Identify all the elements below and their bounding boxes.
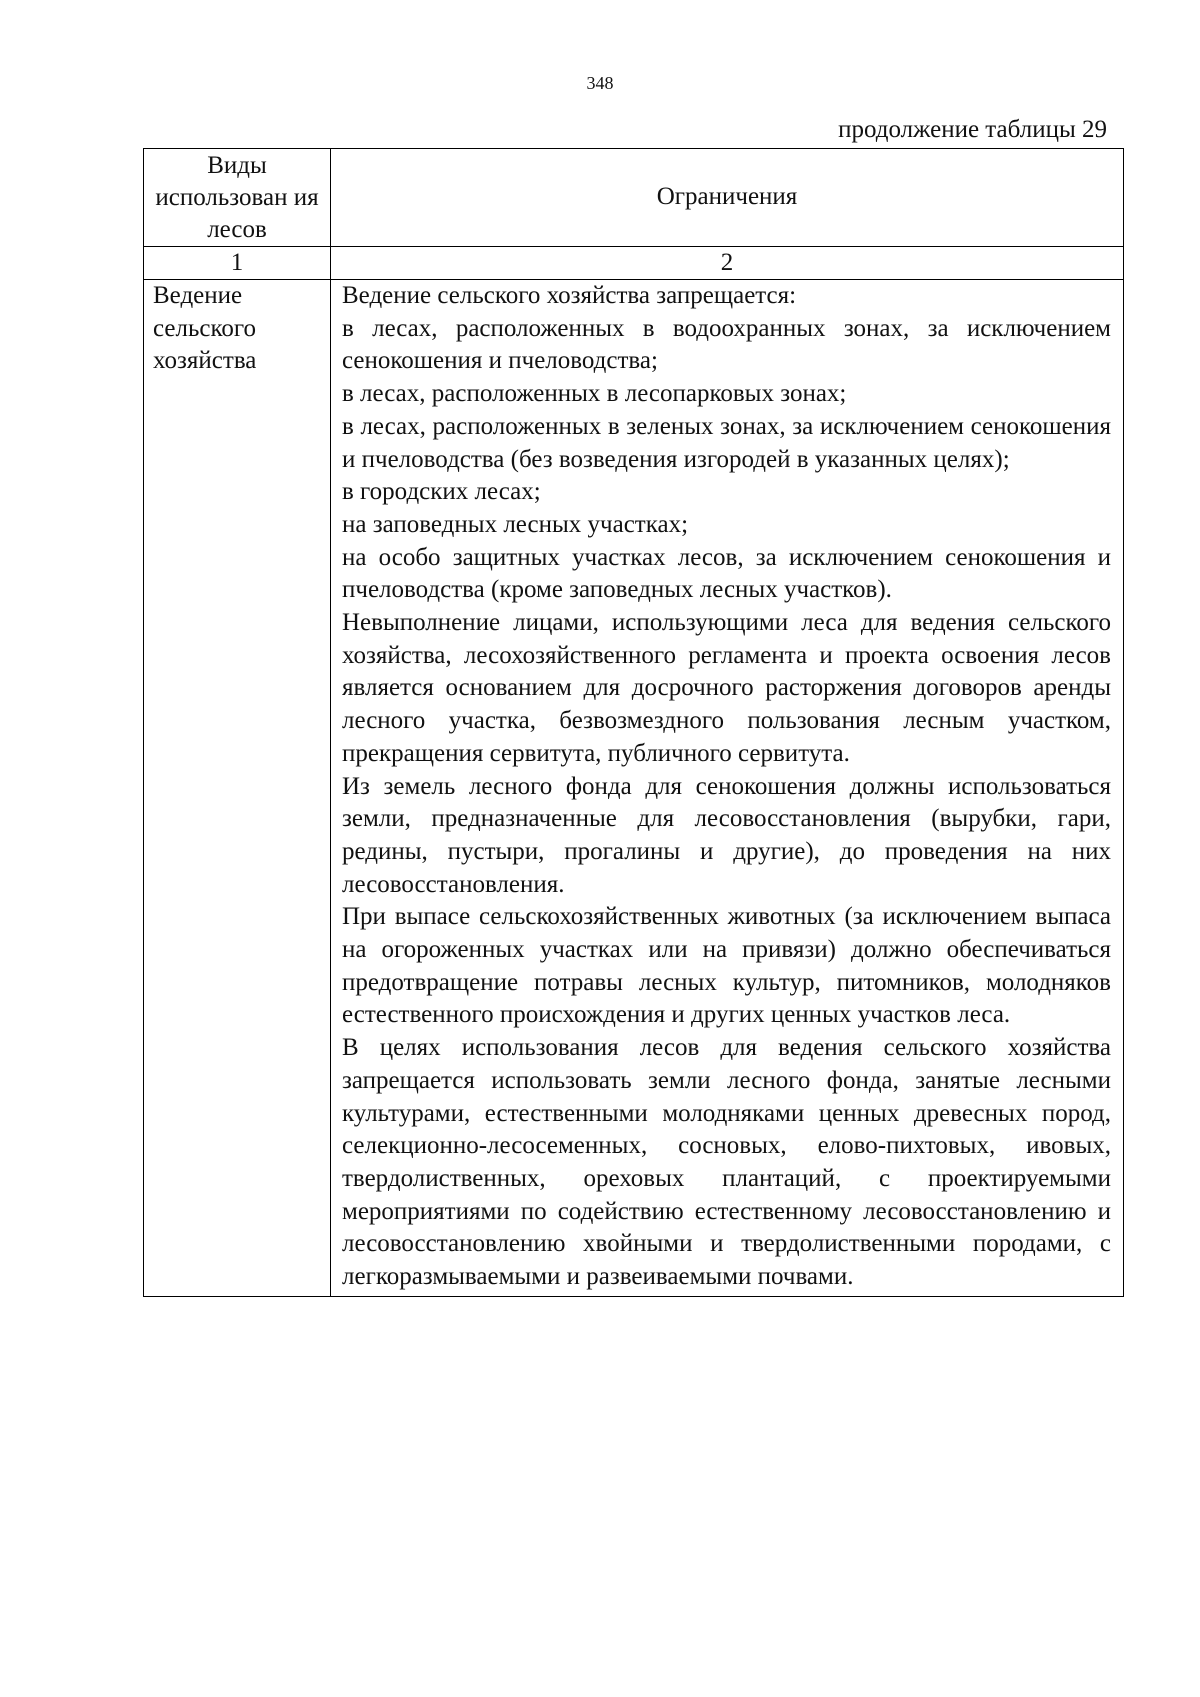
restriction-paragraph: на заповедных лесных участках; [342, 510, 689, 538]
restrictions-text [331, 280, 1124, 1297]
column-number-row [144, 247, 1124, 280]
restriction-paragraph: в лесах, расположенных в зеленых зонах, за исключением сенокошения и пчеловодства (без возведения изгородей в указанных целях); [342, 412, 1111, 473]
restriction-paragraph: Невыполнение лицами, использующими леса для ведения сельского хозяйства, лесохозяйственного регламента и проекта освоения лесов является основанием для досрочного расторжения договоров аренды лесного участка, безвозмездного пользования лесным участком, прекращения сервитута, публичного сервитута. [342, 609, 1111, 767]
forest-use-kind: Ведение сельского хозяйства [144, 280, 331, 1297]
column-number-1: 1 [144, 247, 331, 280]
table-header-row [144, 149, 1124, 247]
restriction-paragraph: в лесах, расположенных в водоохранных зонах, за исключением сенокошения и пчеловодства; [342, 314, 1111, 375]
restrictions-table [143, 148, 1124, 1297]
table-continuation-caption: продолжение таблицы 29 [838, 116, 1107, 143]
restriction-paragraph: в лесах, расположенных в лесопарковых зонах; [342, 380, 847, 408]
restriction-paragraph: Из земель лесного фонда для сенокошения должны использоваться земли, предназначенные для лесовосстановления (вырубки, гари, редины, пустыри, прогалины и другие), до проведения на них лесовосстановления. [342, 772, 1111, 898]
header-restrictions: Ограничения [331, 149, 1124, 247]
restriction-paragraph: на особо защитных участках лесов, за исключением сенокошения и пчеловодства (кроме заповедных лесных участков). [342, 543, 1111, 604]
header-forest-use-types: Виды использован ия лесов [144, 149, 331, 247]
column-number-2: 2 [331, 247, 1124, 280]
restriction-paragraph: в городских лесах; [342, 478, 541, 506]
page-number: 348 [586, 73, 614, 93]
restriction-paragraph: В целях использования лесов для ведения сельского хозяйства запрещается использовать земли лесного фонда, занятые лесными культурами, естественными молодняками ценных древесных пород, селекционно-лесосеменных, сосновых, елово-пихтовых, ивовых, твердолиственных, ореховых плантаций, с проектируемыми мероприятиями по содействию естественному лесовосстановлению и лесовосстановлению хвойными и твердолиственными породами, с легкоразмываемыми и развеиваемыми почвами. [342, 1034, 1111, 1291]
restriction-paragraph: Ведение сельского хозяйства запрещается: [342, 282, 797, 309]
restriction-paragraph: При выпасе сельскохозяйственных животных (за исключением выпаса на огороженных участках или на привязи) должно обеспечиваться предотвращение потравы лесных культур, питомников, молодняков естественного происхождения и других ценных участков леса. [342, 903, 1111, 1029]
table-row [144, 280, 1124, 1297]
